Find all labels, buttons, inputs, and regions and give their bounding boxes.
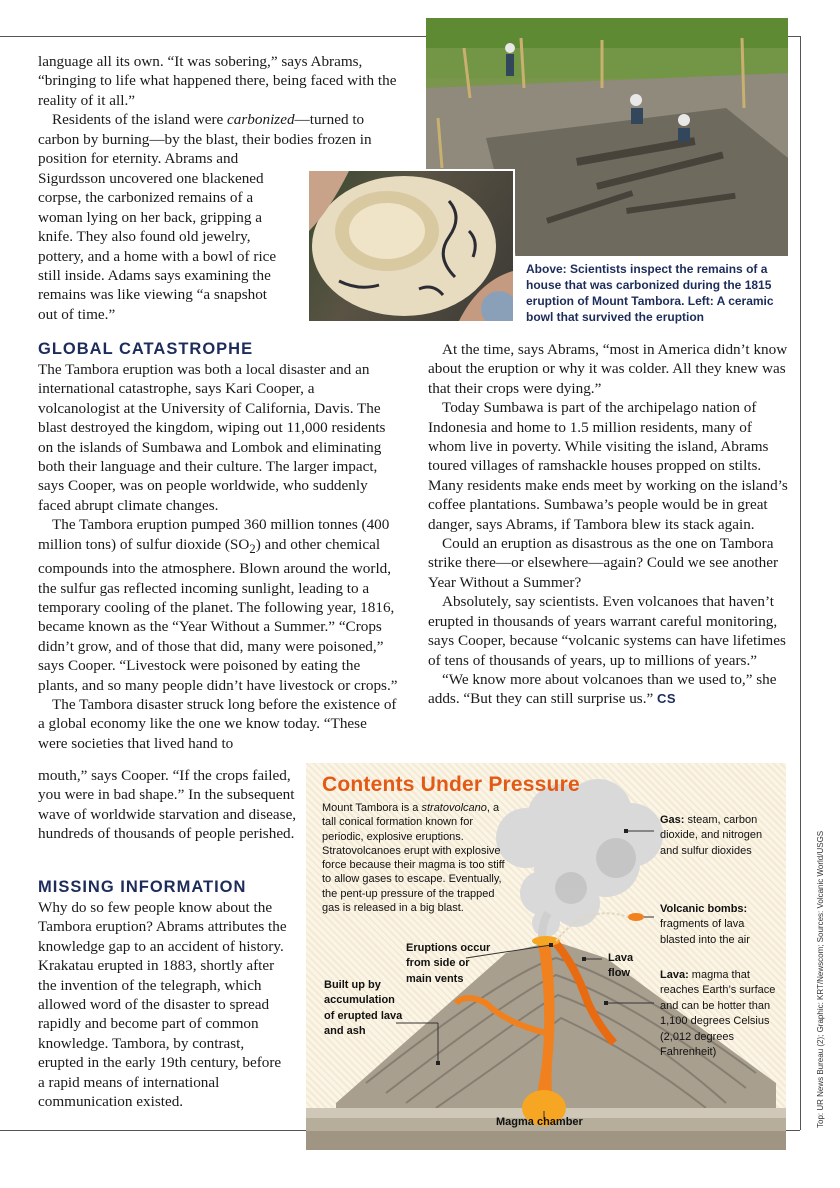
volcano-infographic [306,763,786,1150]
paragraph: Sigurdsson uncovered one blackened corpse, the carbonized remains of a woman lying on her back, gripping a knife. They also found old jewelry, pottery, and a home with a bowl of rice still inside. Adams says examining the remains was like viewing “a snapshot out of time.” [38,170,277,323]
missing-text [38,898,290,1111]
text-run: The Tambora eruption pumped 360 million tonnes (400 million tons) of sulfur dioxide (SO [38,516,390,553]
label-magma-chamber: Magma chamber [496,1116,583,1128]
photo-caption: Above: Scientists inspect the remains of a house that was carbonized during the 1815 eruption of Mount Tambora. Left: A ceramic bowl that survived the eruption [526,262,774,324]
paragraph: language all its own. “It was sobering,” says Abrams, “bringing to life what happened there, being faced with the reality of it all.” [38,53,397,109]
infographic-intro [322,801,514,915]
label-eruptions: Eruptions occur from side or main vents [406,942,491,985]
paragraph: mouth,” says Cooper. “If the crops failed, you were in bad shape.” In the subsequent wave of worldwide starvation and disease, hundreds of thousands of people perished. [38,767,297,843]
paragraph: Today Sumbawa is part of the archipelago nation of Indonesia and home to 1.5 million residents, many of whom live in poverty. While visiting the island, Abrams toured villages of ramshackle houses propped on stilts. Many residents make ends meet by working on the island’s coffee plantations. Sumbawa’s people would be in great danger, says Abrams, if Tambora blew its stack again. [428,399,788,533]
text-run: —turned to carbon by burning—by the blast, their bodies frozen in position for eternity. Abrams and [38,111,372,168]
paragraph [38,110,400,168]
paragraph: The Tambora eruption was both a local disaster and an international catastrophe, says Kari Cooper, a volcanologist at the University of California, Davis. The blast destroyed the kingdom, wiping out 11,000 residents on the islands of Sumbawa and Lombok and eliminating both their language and their culture. The larger impact, says Cooper, was on people worldwide, who suddenly faced abrupt climate changes. [38,361,386,514]
col2-text [428,340,788,709]
text-run: , a tall conical formation known for periodic, explosive eruptions. Stratovolcanoes erupt with explosive force because their magma is too stiff to allow gases to escape. Eventually, the pent-up pressure of the trapped gas is released in a big blast. [322,802,505,915]
emphasis: carbonized [227,111,295,129]
label-gas [660,813,780,859]
paragraph: At the time, says Abrams, “most in America didn’t know about the eruption or why it was colder. All they knew was that their crops were dying.” [428,341,788,397]
label-term: Lava: [660,969,689,981]
text-run: “We know more about volcanoes than we used to,” she adds. “But they can still surprise us.” [428,670,777,708]
paragraph [38,515,400,695]
emphasis: stratovolcano [421,802,487,814]
subscript: 2 [249,541,256,556]
paragraph: Why do so few people know about the Tambora eruption? Abrams attributes the knowledge gap to an accident of history. Krakatau erupted in 1883, shortly after the invention of the telegraph, which allowed word of the disaster to spread rapidly and become part of common knowledge. Tambora, by contrast, erupted in the early 19th century, before a rapid means of international communication existed. [38,899,287,1111]
photo-credit: Top: UR News Bureau (2); Graphic: KRT/Newscom; Sources: Volcanic World/USGS [816,830,825,1128]
global-text [38,360,400,753]
col1-top-text [38,52,400,168]
text-run: ) and other chemical compounds into the atmosphere. Blown around the world, the sulfur gas reflected incoming sunlight, leading to a temporary cooling of the planet. The following year, 1816, became known as the “Year Without a Summer.” “Crops didn’t grow, and of those that did, many were poisoned,” says Cooper. “Livestock were poisoned by eating the plants, and so many people didn’t have livestock or crops.” [38,535,398,694]
top-right-rule [788,36,800,37]
volcanic-bomb [628,913,644,921]
paragraph: Could an eruption as disastrous as the one on Tambora strike there—or elsewhere—again? Could we see another Year Without a Summer? [428,535,779,591]
section-heading-global: GLOBAL CATASTROPHE [38,340,254,358]
label-text: fragments of lava blasted into the air [660,918,750,946]
text-run: Residents of the island were [52,111,228,129]
author-signoff: CS [657,691,677,707]
right-rule [800,36,801,1130]
label-term: Gas: [660,814,685,826]
global-wrap-text [38,766,300,844]
paragraph [428,670,788,709]
text-run: Mount Tambora is a [322,802,422,814]
label-text: magma that reaches Earth’s surface and can be hotter than 1,100 degrees Celsius (2,012 degrees Fahrenheit) [660,969,776,1059]
top-rule [0,36,426,37]
ceramic-bowl-art [309,171,513,321]
label-volcanic-bombs [660,902,780,948]
label-text: steam, carbon dioxide, and nitrogen and sulfur dioxides [660,814,763,857]
ceramic-bowl-photo [307,169,515,323]
section-heading-missing: MISSING INFORMATION [38,878,247,896]
label-built-up: Built up by accumulation of erupted lava and ash [324,979,403,1038]
label-term: Volcanic bombs: [660,903,748,915]
infographic-title: Contents Under Pressure [322,773,580,796]
label-lava [660,968,780,1060]
col1-wrap-text [38,169,290,324]
paragraph: The Tambora disaster struck long before the existence of a global economy like the one we know today. “These were societies that lived hand to [38,695,397,752]
paragraph: Absolutely, say scientists. Even volcanoes that haven’t erupted in thousands of years warrant careful monitoring, says Cooper, because “volcanic systems can have lifetimes of tens of thousands of years, up to millions of years.” [428,593,786,669]
label-lava-flow: Lava flow [608,952,634,980]
